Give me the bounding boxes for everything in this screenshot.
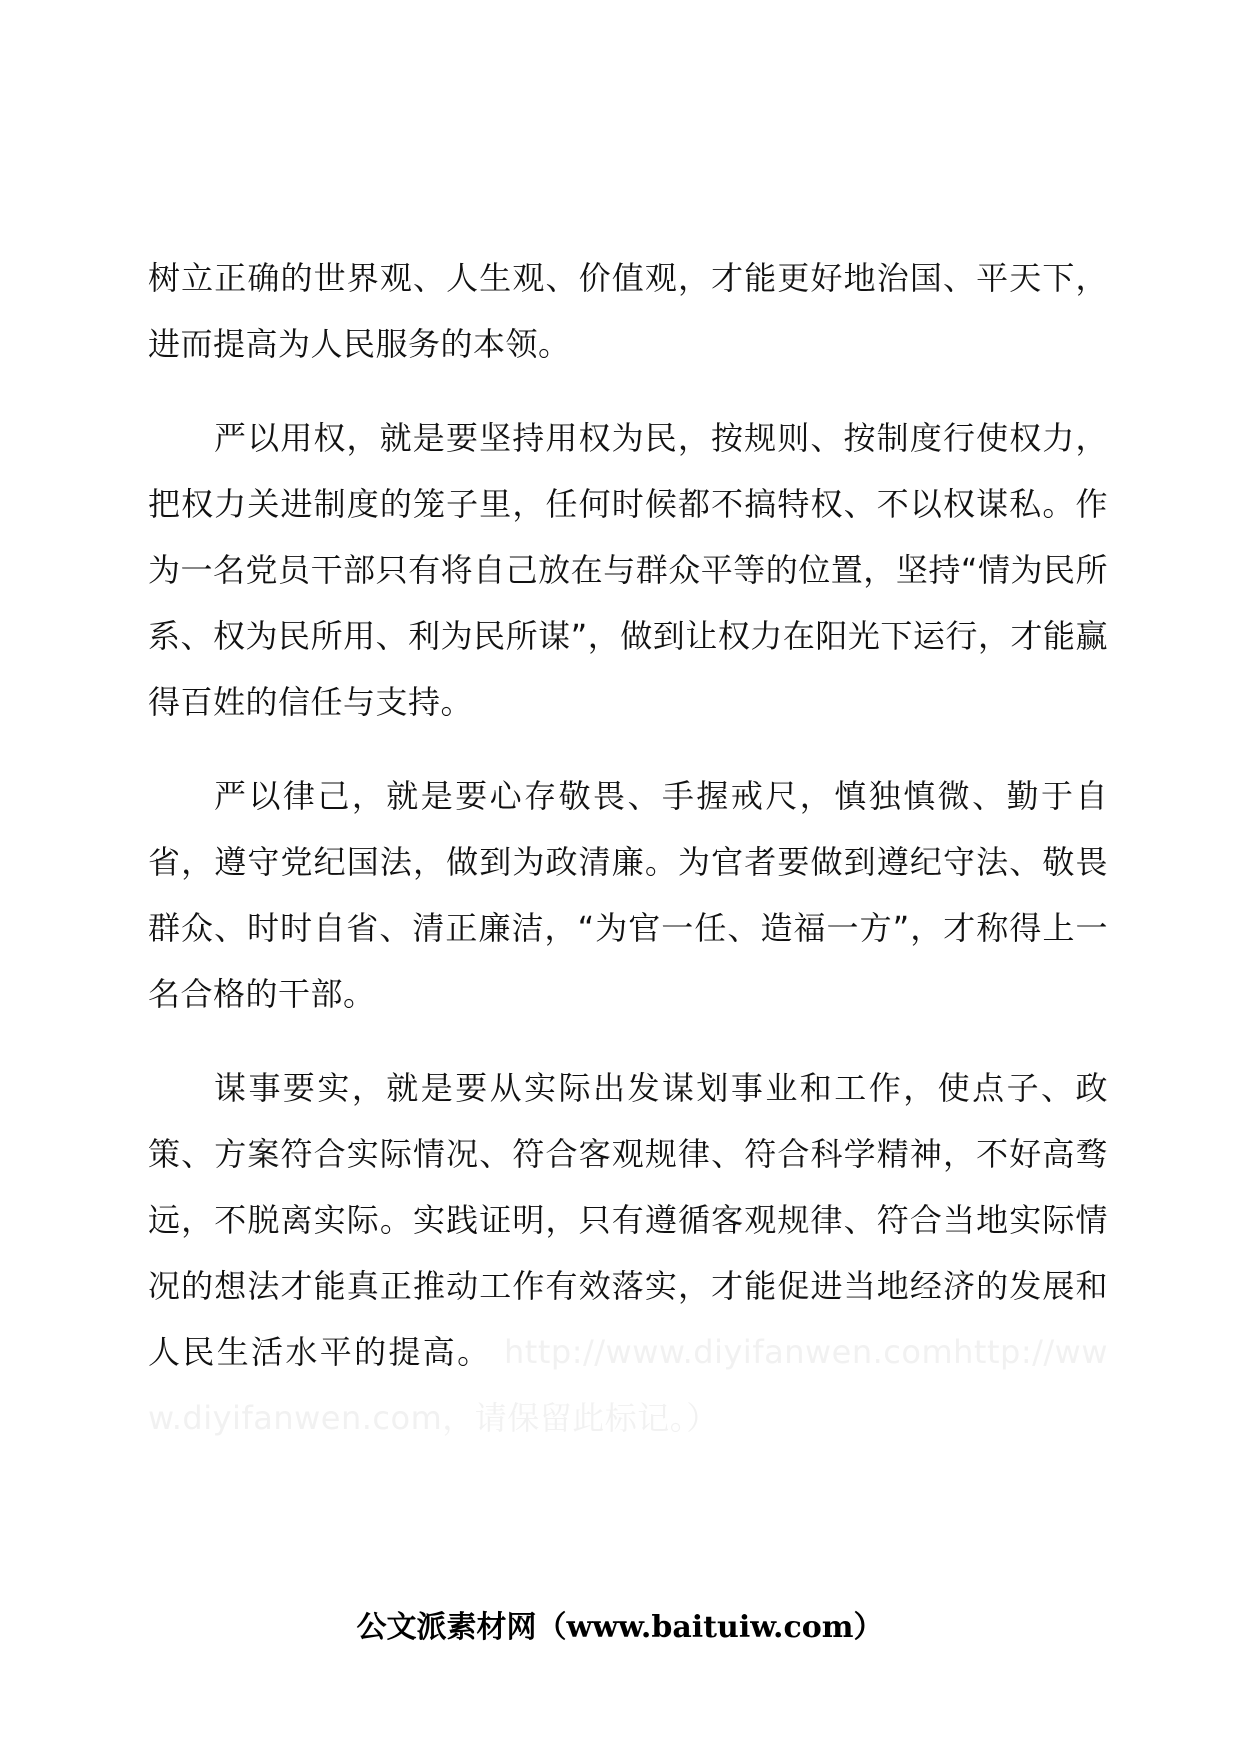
footer-source: 公文派素材网（www.baituiw.com） xyxy=(356,1610,884,1645)
paragraph-1 xyxy=(148,245,1108,377)
paragraph-2-text: 严以用权，就是要坚持用权为民，按规则、按制度行使权力，把权力关进制度的笼子里，任何时候都不搞特权、不以权谋私。作为一名党员干部只有将自己放在与群众平等的位置，坚持“情为民所系、权为民所用、利为民所谋”，做到让权力在阳光下运行，才能赢得百姓的信任与支持。 xyxy=(148,419,1108,721)
paragraph-3 xyxy=(148,763,1108,1027)
paragraph-4 xyxy=(148,1055,1108,1451)
paragraph-4-text: 谋事要实，就是要从实际出发谋划事业和工作，使点子、政策、方案符合实际情况、符合客观规律、符合科学精神，不好高骛远，不脱离实际。实践证明，只有遵循客观规律、符合当地实际情况的想法才能真正推动工作有效落实，才能促进当地经济的发展和人民生活水平的提高。 xyxy=(148,1069,1108,1371)
paragraph-3-text: 严以律己，就是要心存敬畏、手握戒尺，慎独慎微、勤于自省，遵守党纪国法，做到为政清廉。为官者要做到遵纪守法、敬畏群众、时时自省、清正廉洁，“为官一任、造福一方”，才称得上一名合格的干部。 xyxy=(148,777,1108,1013)
paragraph-1-text: 树立正确的世界观、人生观、价值观，才能更好地治国、平天下，进而提高为人民服务的本领。 xyxy=(148,259,1108,363)
watermark-text: http://www.diyifanwen.comhttp://www.diyifanwen.com，请保留此标记。） xyxy=(148,1333,1108,1437)
paragraph-2 xyxy=(148,405,1108,735)
document-body xyxy=(148,245,1108,1479)
